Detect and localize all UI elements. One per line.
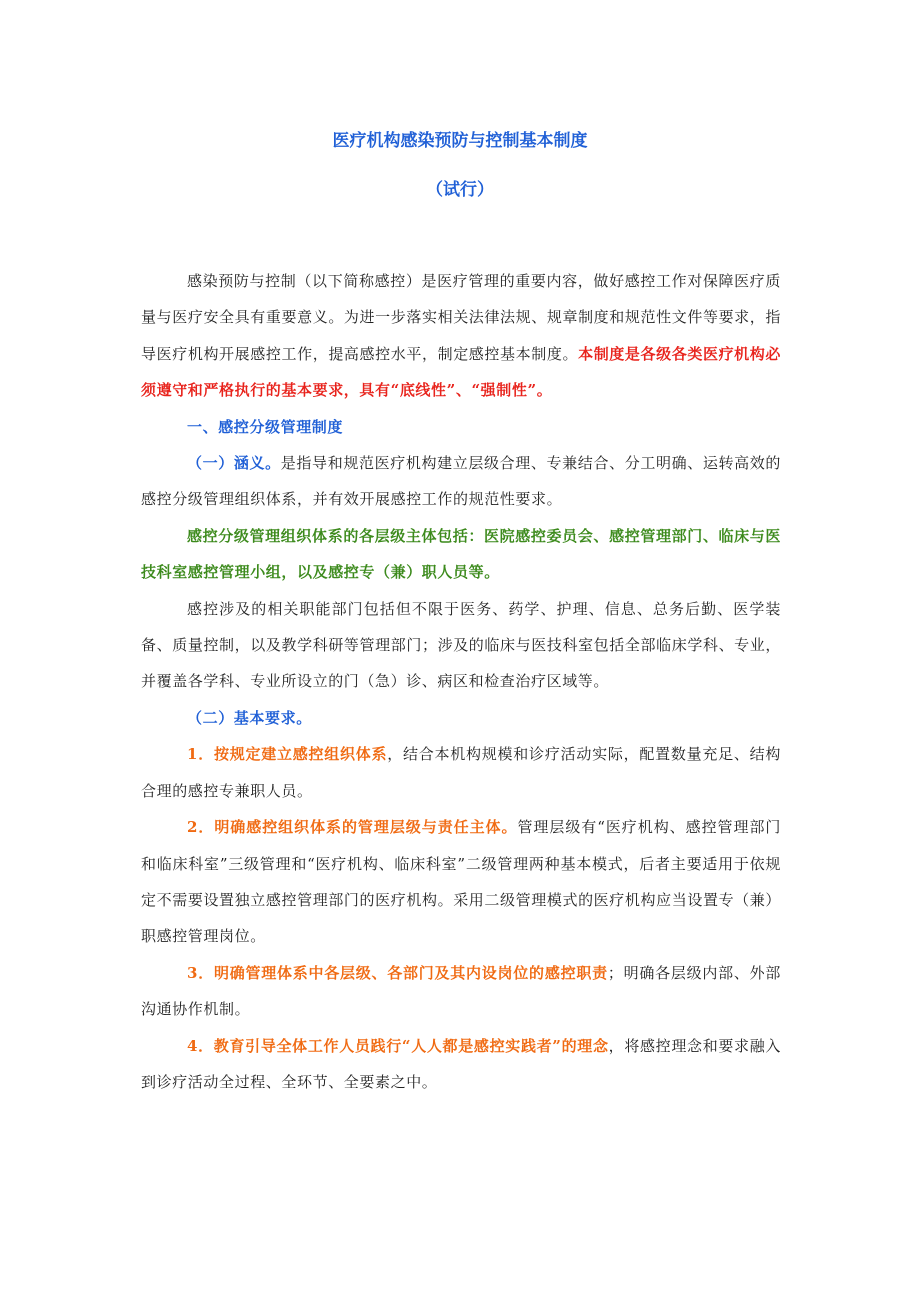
requirement-text: 管理层级有“医疗机构、感控管理部门和临床科室”三级管理和“医疗机构、临床科室”二级管理两种基本模式，后者主要适用于依规定不需要设置独立感控管理部门的医疗机构。采用二级管理模式的医疗机构应当设置专（兼）职感控管理岗位。	[141, 818, 781, 946]
intro-text: 感染预防与控制（以下简称感控）是医疗管理的重要内容，做好感控工作对保障医疗质量与医疗安全具有重要意义。为进一步落实相关法律法规、规章制度和规范性文件等要求，指导医疗机构开展感控工作，提高感控水平，制定感控基本制度。	[141, 272, 781, 363]
intro-emphasis: 本制度是各级各类医疗机构必须遵守和严格执行的基本要求，具有“底线性”、“强制性”。	[141, 344, 781, 400]
requirement-lead: 2．明确感控组织体系的管理层级与责任主体。	[187, 818, 518, 837]
requirement-lead: 4．教育引导全体工作人员践行“人人都是感控实践者”的理念	[187, 1036, 609, 1055]
requirement-text: ，将感控理念和要求融入到诊疗活动全过程、全环节、全要素之中。	[141, 1036, 782, 1091]
depts-paragraph: 感控涉及的相关职能部门包括但不限于医务、药学、护理、信息、总务后勤、医学装备、质量控制，以及教学科研等管理部门；涉及的临床与医技科室包括全部临床学科、专业，并覆盖各学科、专业所设立的门（急）诊、病区和检查治疗区域等。	[141, 599, 781, 691]
requirement-item-2	[141, 809, 781, 955]
requirement-item-3	[141, 955, 781, 1028]
requirement-item-1	[141, 736, 781, 809]
intro-paragraph	[141, 263, 781, 409]
requirement-lead: 3．明确管理体系中各层级、各部门及其内设岗位的感控职责	[187, 963, 608, 982]
requirement-item-4	[141, 1028, 781, 1101]
sub2-label: （二）基本要求。	[187, 708, 312, 727]
document-body	[141, 263, 781, 1100]
requirement-text: ；明确各层级内部、外部沟通协作机制。	[141, 963, 781, 1019]
document-subtitle: （试行）	[426, 180, 494, 200]
section1-heading: 一、感控分级管理制度	[187, 417, 344, 436]
requirement-lead: 1．按规定建立感控组织体系	[187, 745, 388, 764]
requirement-text: ，结合本机构规模和诊疗活动实际，配置数量充足、结构合理的感控专兼职人员。	[141, 745, 781, 800]
sub1-text: 是指导和规范医疗机构建立层级合理、专兼结合、分工明确、运转高效的感控分级管理组织体系，并有效开展感控工作的规范性要求。	[141, 454, 781, 509]
entities-paragraph: 感控分级管理组织体系的各层级主体包括：医院感控委员会、感控管理部门、临床与医技科室感控管理小组，以及感控专（兼）职人员等。	[141, 526, 781, 582]
sub1-paragraph	[141, 445, 781, 518]
sub1-label: （一）涵义。	[187, 454, 281, 473]
document-title: 医疗机构感染预防与控制基本制度	[332, 131, 588, 151]
